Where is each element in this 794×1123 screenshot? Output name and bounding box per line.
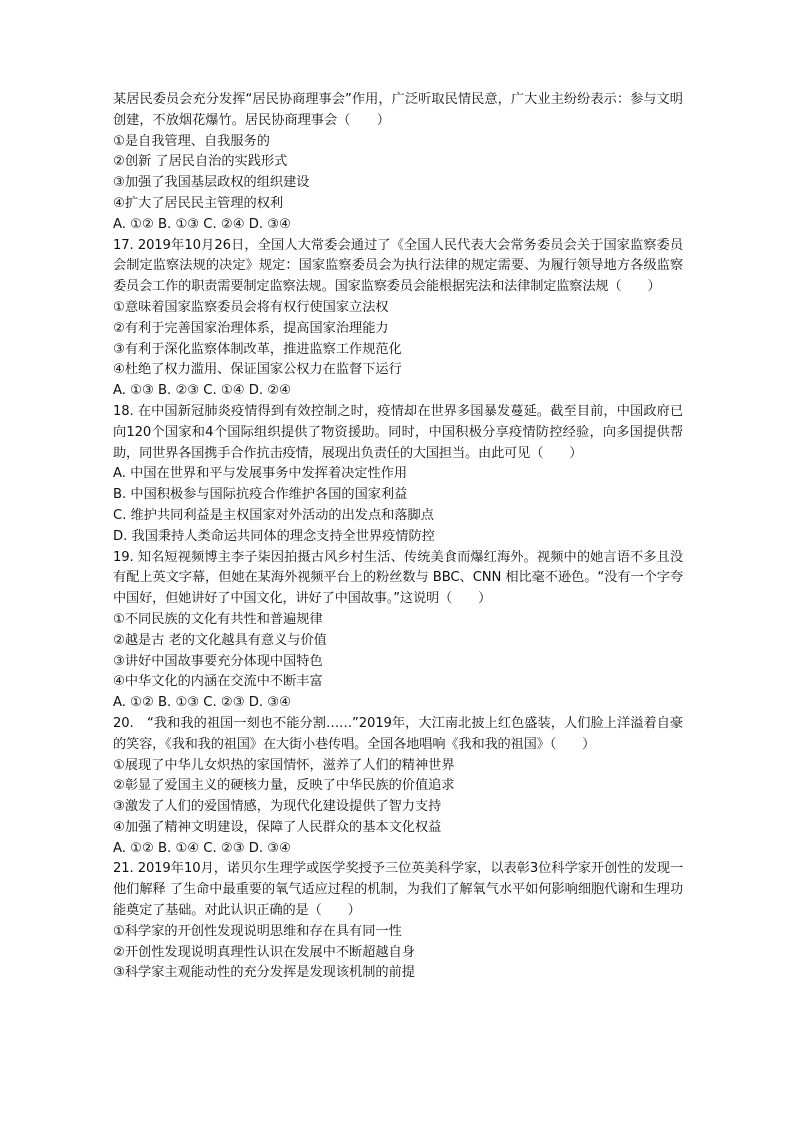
question-17 [113, 236, 683, 402]
question-21 [113, 859, 683, 984]
option-item: ②开创性发现说明真理性认识在发展中不断超越自身 [113, 944, 415, 960]
option-item: ③讲好中国故事要充分体现中国特色 [113, 653, 323, 669]
question-18 [113, 402, 683, 548]
question-stem: 17. 2019年10月26日，全国人大常委会通过了《全国人民代表大会常务委员会关于国家监察委员会制定监察法规的决定》规定：国家监察委员会为执行法律的规定需要、为履行领导地方各级监察委员会工作的职责需要制定监察法规。国家监察委员会能根据宪法和法律制定监察法规（ ） [113, 237, 683, 295]
option-item: ②创新 了居民自治的实践形式 [113, 154, 288, 170]
question-stem: 某居民委员会充分发挥“居民协商理事会”作用，广泛听取民情民意，广大业主纷纷表示：参与文明创建，不放烟花爆竹。居民协商理事会（ ） [113, 92, 683, 128]
option-item: ③科学家主观能动性的充分发挥是发现该机制的前提 [113, 965, 415, 981]
option-item: ④中华文化的内涵在交流中不断丰富 [113, 674, 323, 690]
option-item: ③加强了我国基层政权的组织建设 [113, 175, 310, 191]
option-item: ④杜绝了权力滥用、保证国家公权力在监督下运行 [113, 362, 402, 378]
question-stem: 21. 2019年10月，诺贝尔生理学或医学奖授予三位英美科学家，以表彰3位科学家开创性的发现一他们解释 了生命中最重要的氧气适应过程的机制，为我们了解氧气水平如何影响细胞代谢和生理功能奠定了基础。对此认识正确的是（ ） [113, 861, 683, 919]
answer-choices: A. ①② B. ①③ C. ②③ D. ③④ [113, 695, 291, 711]
question-stem: 18. 在中国新冠肺炎疫情得到有效控制之时，疫情却在世界多国暴发蔓延。截至目前，中国政府已向120个国家和4个国际组织提供了物资援助。同时，中国积极分享疫情防控经验，向多国提供帮助，同世界各国携手合作抗击疫情，展现出负责任的大国担当。由此可见（ ） [113, 403, 683, 461]
question-20 [113, 714, 683, 860]
exam-page [113, 90, 683, 984]
question-stem: 20. “我和我的祖国一刻也不能分割……”2019年，大江南北披上红色盛装，人们脸上洋溢着自豪的笑容，《我和我的祖国》在大街小巷传唱。全国各地唱响《我和我的祖国》（ ） [113, 715, 683, 752]
option-item: ②彰显了爱国主义的硬核力量，反映了中华民族的价值追求 [113, 778, 455, 794]
option-item: ①科学家的开创性发现说明思维和存在具有同一性 [113, 923, 402, 939]
option-item: C. 维护共同利益是主权国家对外活动的出发点和落脚点 [113, 507, 434, 523]
option-item: ③有利于深化监察体制改革，推进监察工作规范化 [113, 341, 402, 357]
option-item: A. 中国在世界和平与发展事务中发挥着决定性作用 [113, 466, 408, 482]
question-16 [113, 90, 683, 236]
question-19 [113, 548, 683, 714]
option-item: ④扩大了居民民主管理的权利 [113, 195, 284, 211]
answer-choices: A. ①② B. ①③ C. ②④ D. ③④ [113, 216, 291, 232]
option-item: B. 中国积极参与国际抗疫合作维护各国的国家利益 [113, 487, 408, 503]
option-item: ①是自我管理、自我服务的 [113, 133, 270, 149]
option-item: ①展现了中华儿女炽热的家国情怀，滋养了人们的精神世界 [113, 757, 455, 773]
question-stem: 19. 知名短视频博主李子柒因拍摄古风乡村生活、传统美食而爆红海外。视频中的她言语不多且没有配上英文字幕，但她在某海外视频平台上的粉丝数与 BBC、CNN 相比毫不逊色。“没有一个字夸中国好，但她讲好了中国文化，讲好了中国故事。”这说明（ ） [113, 549, 683, 607]
answer-choices: A. ①③ B. ②③ C. ①④ D. ②④ [113, 383, 291, 399]
answer-choices: A. ①② B. ①④ C. ②③ D. ③④ [113, 840, 291, 856]
option-item: D. 我国秉持人类命运共同体的理念支持全世界疫情防控 [113, 528, 435, 544]
option-item: ①不同民族的文化有共性和普遍规律 [113, 611, 323, 627]
option-item: ③激发了人们的爱国情感，为现代化建设提供了智力支持 [113, 799, 442, 815]
option-item: ②越是古 老的文化越具有意义与价值 [113, 632, 327, 648]
option-item: ②有利于完善国家治理体系，提高国家治理能力 [113, 320, 389, 336]
option-item: ①意味着国家监察委员会将有权行使国家立法权 [113, 299, 389, 315]
option-item: ④加强了精神文明建设，保障了人民群众的基本文化权益 [113, 819, 442, 835]
